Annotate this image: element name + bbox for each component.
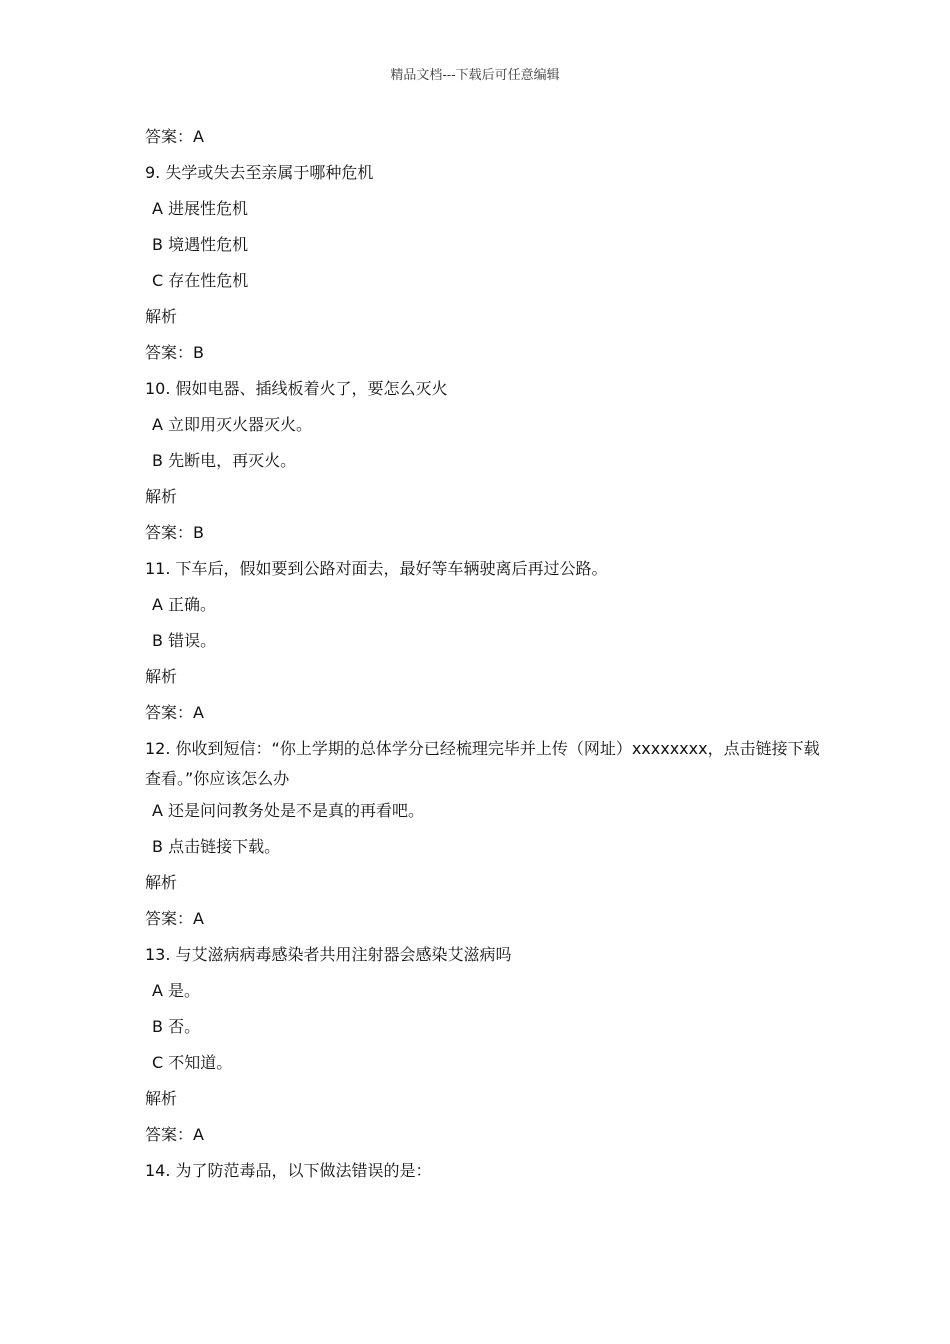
option-b: B 境遇性危机 — [152, 235, 249, 254]
document-body — [145, 122, 825, 1192]
option-c: C 不知道。 — [152, 1053, 233, 1072]
answer-line: 答案：A — [145, 1125, 204, 1144]
answer-line: 答案：A — [145, 127, 204, 146]
analysis-label: 解析 — [145, 667, 178, 686]
option-b: B 否。 — [152, 1017, 201, 1036]
option-b: B 先断电，再灭火。 — [152, 451, 297, 470]
answer-line: 答案：A — [145, 703, 204, 722]
analysis-label: 解析 — [145, 487, 178, 506]
option-b: B 点击链接下载。 — [152, 837, 281, 856]
option-b: B 错误。 — [152, 631, 217, 650]
question-12: 12. 你收到短信：“你上学期的总体学分已经梳理完毕并上传（网址）xxxxxxxx，点击链接下载查看。”你应该怎么办 — [145, 739, 820, 788]
answer-line: 答案：B — [145, 343, 204, 362]
option-a: A 正确。 — [152, 595, 217, 614]
option-a: A 是。 — [152, 981, 201, 1000]
option-a: A 进展性危机 — [152, 199, 249, 218]
analysis-label: 解析 — [145, 1089, 178, 1108]
option-a: A 立即用灭火器灭火。 — [152, 415, 313, 434]
answer-line: 答案：B — [145, 523, 204, 542]
page-header: 精品文档---下载后可任意编辑 — [390, 68, 560, 83]
option-a: A 还是问问教务处是不是真的再看吧。 — [152, 801, 425, 820]
analysis-label: 解析 — [145, 873, 178, 892]
question-9: 9. 失学或失去至亲属于哪种危机 — [145, 163, 374, 182]
answer-line: 答案：A — [145, 909, 204, 928]
option-c: C 存在性危机 — [152, 271, 249, 290]
question-11: 11. 下车后，假如要到公路对面去，最好等车辆驶离后再过公路。 — [145, 559, 608, 578]
question-13: 13. 与艾滋病病毒感染者共用注射器会感染艾滋病吗 — [145, 945, 512, 964]
question-10: 10. 假如电器、插线板着火了，要怎么灭火 — [145, 379, 448, 398]
analysis-label: 解析 — [145, 307, 178, 326]
question-14: 14. 为了防范毒品，以下做法错误的是： — [145, 1161, 432, 1180]
